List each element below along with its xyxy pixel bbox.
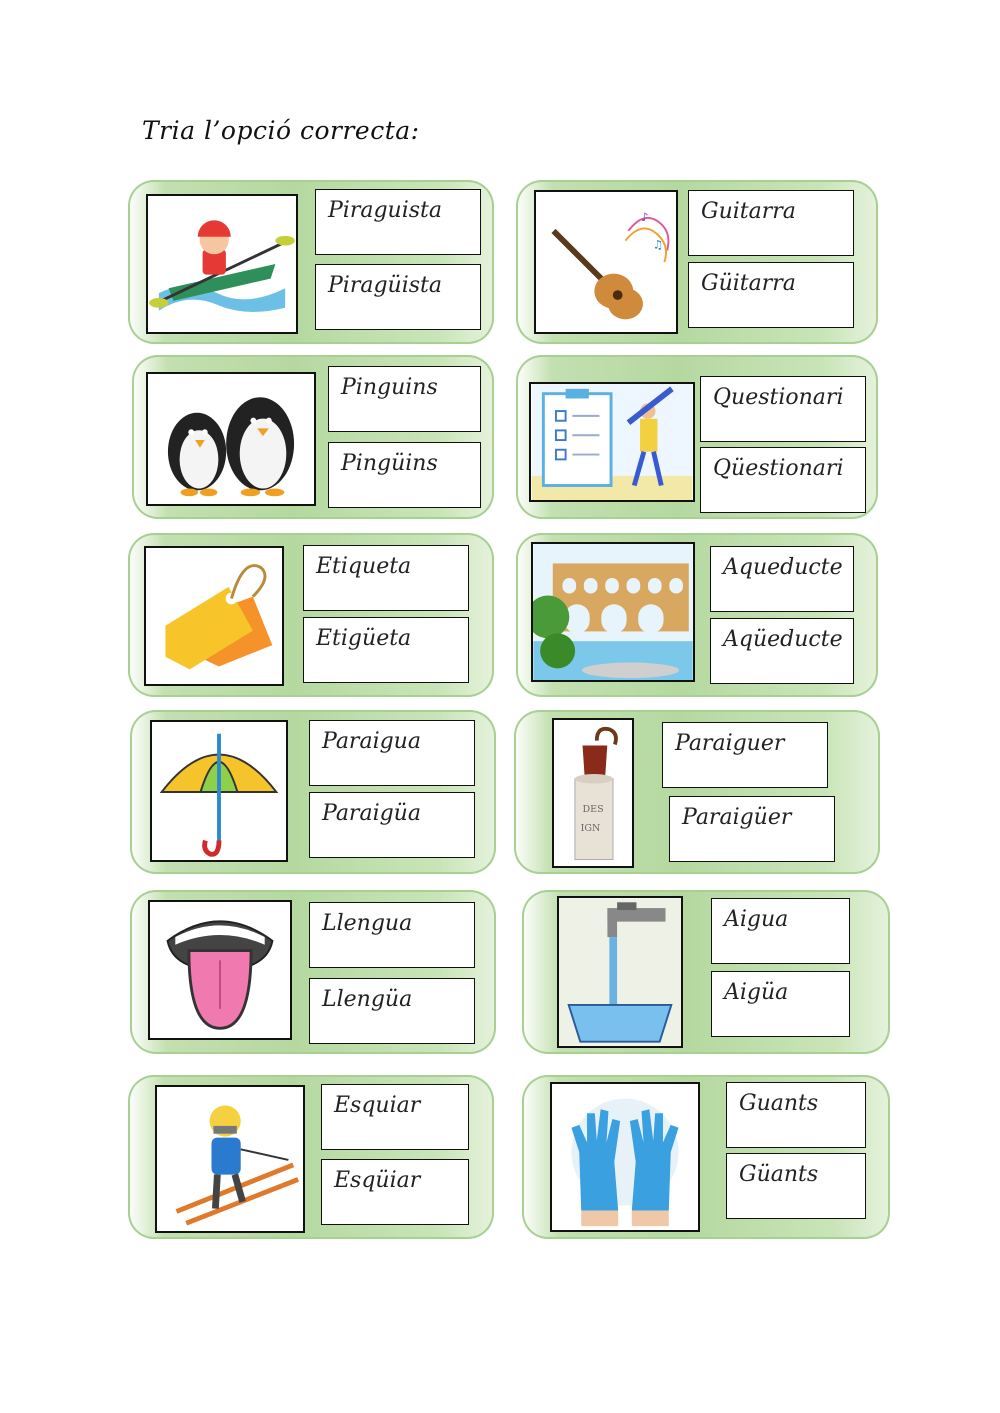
option-choice[interactable]: Paraigüa	[309, 792, 475, 858]
tongue-icon	[148, 900, 292, 1040]
option-choice[interactable]: Llengua	[309, 902, 475, 968]
option-choice[interactable]: Guitarra	[688, 190, 854, 256]
option-choice[interactable]: Aqüeducte	[710, 618, 854, 684]
option-choice[interactable]: Aqueducte	[710, 546, 854, 612]
option-choice[interactable]: Güitarra	[688, 262, 854, 328]
option-choice[interactable]: Esquiar	[321, 1084, 469, 1150]
option-choice[interactable]: Piragüista	[315, 264, 481, 330]
tag-icon	[144, 546, 284, 686]
svg-text:♪: ♪	[641, 210, 649, 225]
water-tap-icon	[557, 896, 683, 1048]
option-choice[interactable]: Pinguins	[328, 366, 481, 432]
aqueduct-icon	[531, 542, 695, 682]
guitar-icon	[534, 190, 678, 334]
option-choice[interactable]: Etiqueta	[303, 545, 469, 611]
option-choice[interactable]: Paraigua	[309, 720, 475, 786]
option-choice[interactable]: Guants	[726, 1082, 866, 1148]
option-choice[interactable]: Pingüins	[328, 442, 481, 508]
questionnaire-icon	[529, 382, 695, 502]
page-title: Tria l’opció correcta:	[142, 116, 420, 145]
option-choice[interactable]: Aigua	[711, 898, 850, 964]
option-choice[interactable]: Paraigüer	[669, 796, 835, 862]
option-choice[interactable]: Llengüa	[309, 978, 475, 1044]
option-choice[interactable]: Piraguista	[315, 189, 481, 255]
penguins-icon	[146, 372, 316, 506]
option-choice[interactable]: Aigüa	[711, 971, 850, 1037]
option-choice[interactable]: Esqüiar	[321, 1159, 469, 1225]
svg-text:IGN: IGN	[580, 823, 601, 835]
option-choice[interactable]: Qüestionari	[700, 447, 866, 513]
kayaker-icon	[146, 194, 298, 334]
umbrella-stand-icon	[552, 718, 634, 868]
umbrella-icon	[150, 720, 288, 862]
gloves-icon	[550, 1082, 700, 1232]
option-choice[interactable]: Etigüeta	[303, 617, 469, 683]
option-choice[interactable]: Paraiguer	[662, 722, 828, 788]
option-choice[interactable]: Questionari	[700, 376, 866, 442]
svg-text:DES: DES	[582, 804, 604, 816]
skier-icon	[155, 1085, 305, 1233]
svg-text:♫: ♫	[652, 237, 664, 252]
option-choice[interactable]: Güants	[726, 1153, 866, 1219]
